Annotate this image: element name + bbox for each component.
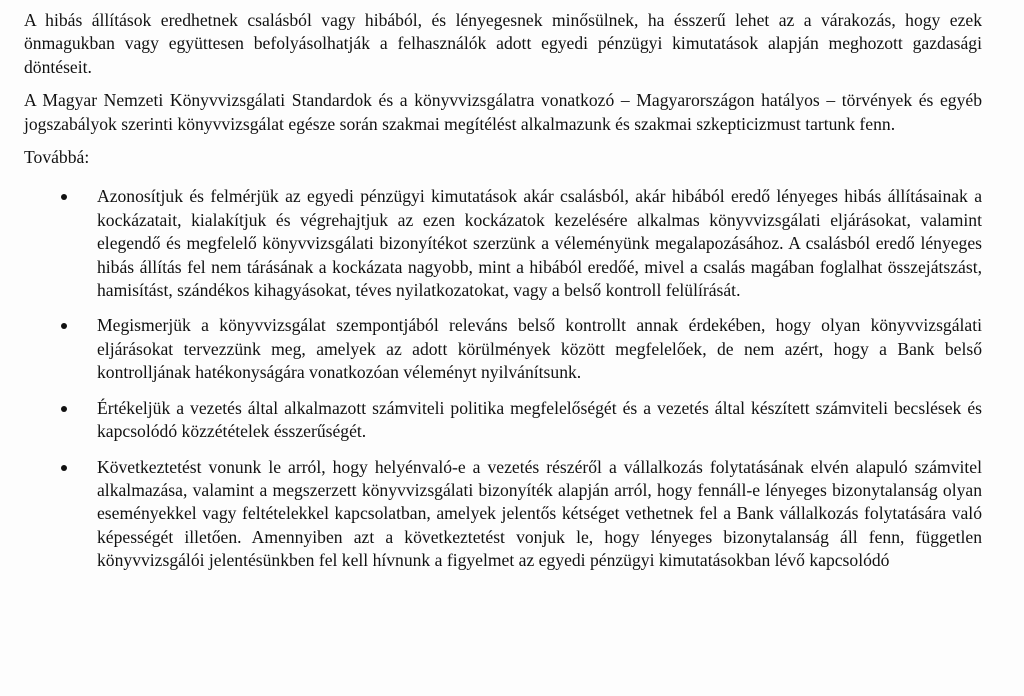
paragraph-standards: A Magyar Nemzeti Könyvvizsgálati Standardok és a könyvvizsgálatra vonatkozó – Magyarországon hatályos – törvények és egyéb jogszabályok szerinti könyvvizsgálat egésze során szakmai megítélést alkalmazunk és szakmai szkepticizmust tartunk fenn. — [24, 90, 982, 134]
list-item-text: Értékeljük a vezetés által alkalmazott számviteli politika megfelelőségét és a vezetés által készített számviteli becslések és kapcsolódó közzétételek ésszerűségét. — [97, 397, 982, 442]
bullet-icon — [61, 465, 67, 471]
list-item-text: Megismerjük a könyvvizsgálat szempontjából releváns belső kontrollt annak érdekében, hogy olyan könyvvizsgálati eljárásokat tervezzünk meg, amelyek az adott körülmények között megfelelőek, de nem azért, hogy a Bank belső kontrolljának hatékonyságára vonatkozóan véleményt nyilvánítsunk. — [97, 315, 982, 383]
paragraph-furthermore: Továbbá: — [24, 147, 90, 168]
list-item-text: Azonosítjuk és felmérjük az egyedi pénzügyi kimutatások akár csalásból, akár hibából eredő lényeges hibás állításainak a kockázatait, kialakítjuk és végrehajtjuk az ezen kockázatok kezelésére alkalmas könyvvizsgálati eljárásokat, valamint elegendő és megfelelő könyvvizsgálati bizonyítékot szerzünk a véleményünk megalapozásához. A csalásból eredő lényeges hibás állítás fel nem tárásának a kockázata nagyobb, mint a hibából eredőé, mivel a csalás magában foglalhat összejátszást, hamisítást, szándékos kihagyásokat, téves nyilatkozatokat, vagy a belső kontroll felülírását. — [97, 186, 982, 301]
bullet-list — [24, 185, 982, 572]
document-body — [24, 9, 982, 585]
list-item-text: Következtetést vonunk le arról, hogy helyénvaló-e a vezetés részéről a vállalkozás folytatásának elvén alapuló számvitel alkalmazása, valamint a megszerzett könyvvizsgálati bizonyíték alapján arról, hogy fennáll-e lényeges bizonytalanság olyan eseményekkel vagy feltételekkel kapcsolatban, amelyek jelentős kétséget vethetnek fel a Bank vállalkozás folytatására való képességét illetően. Amennyiben azt a következtetést vonjuk le, hogy lényeges bizonytalanság áll fenn, független könyvvizsgálói jelentésünkben fel kell hívnunk a figyelmet az egyedi pénzügyi kimutatásokban lévő kapcsolódó — [97, 456, 982, 571]
bullet-icon — [61, 323, 67, 329]
list-item — [24, 397, 982, 444]
list-item — [24, 185, 982, 302]
bullet-icon — [61, 406, 67, 412]
paragraph-misstatements: A hibás állítások eredhetnek csalásból vagy hibából, és lényegesnek minősülnek, ha ésszerű lehet az a várakozás, hogy ezek önmagukban vagy együttesen befolyásolhatják a felhasználók adott egyedi pénzügyi kimutatások alapján meghozott gazdasági döntéseit. — [24, 10, 982, 77]
list-item — [24, 314, 982, 384]
list-item — [24, 456, 982, 573]
bullet-icon — [61, 194, 67, 200]
